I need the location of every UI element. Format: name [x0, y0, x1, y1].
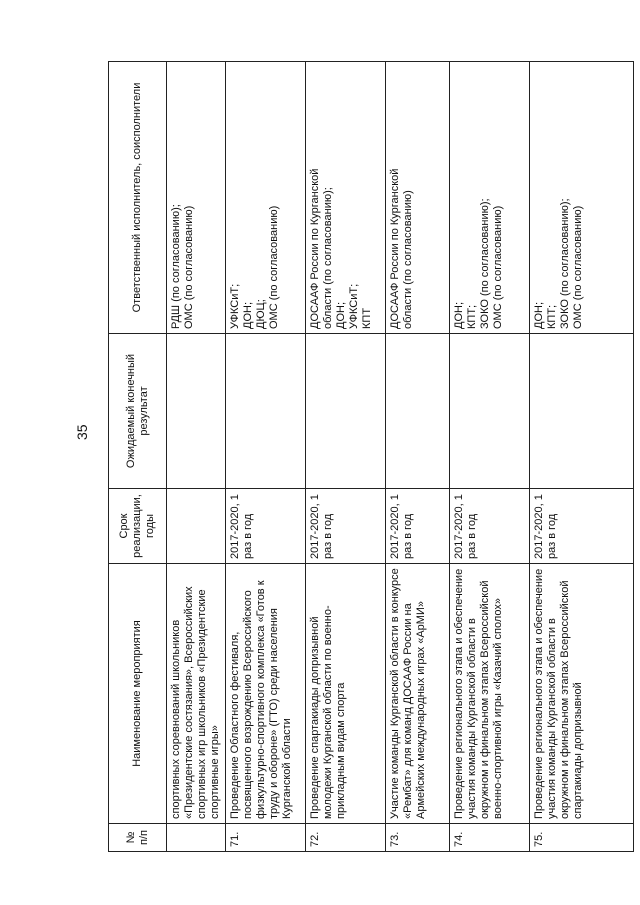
executor-line: области (по согласованию); [322, 187, 334, 329]
header-result: Ожидаемый конечный результат [109, 334, 167, 489]
executor-line: области (по согласованию) [402, 190, 414, 329]
executor-line: РДШ (по согласованию); [170, 204, 182, 329]
executor-line: ОМС (по согласованию) [572, 205, 584, 329]
row-name-text: Проведение регионального этапа и обеспечение участия команды Курганской области в окружном и финальном этапах Всероссийской спартакиады допризывной [533, 568, 584, 819]
row-term-text: 2017-2020, 1 раз в год [309, 494, 334, 559]
page-number: 35 [74, 424, 90, 440]
row-executors [386, 62, 450, 334]
row-num [167, 824, 226, 852]
row-num: 74. [450, 824, 530, 852]
executor-line: УФКСиТ; [229, 283, 241, 329]
row-executors [450, 62, 530, 334]
table-row [450, 62, 530, 852]
executor-line: ДОН; [335, 301, 347, 329]
row-name [530, 564, 634, 824]
executor-line: ДОН; [533, 301, 545, 329]
executor-line: ДОН; [453, 301, 465, 329]
header-num: № п/п [109, 824, 167, 852]
row-result [167, 334, 226, 489]
row-num: 72. [306, 824, 386, 852]
row-term [386, 489, 450, 564]
measures-table-rotated [108, 62, 630, 852]
row-name-text: Проведение Областного фестиваля, посвященного возрождению Всероссийского физкультурно-спортивного комплекса «Готов к труду и обороне» (ГТО) среди населения Курганской области [229, 580, 293, 819]
row-executors [226, 62, 306, 334]
table-row [306, 62, 386, 852]
row-term [450, 489, 530, 564]
executor-line: ЗОКО (по согласованию); [559, 198, 571, 329]
row-executors [306, 62, 386, 334]
row-name-text: Проведение спартакиады допризывной молодежи Курганской области по военно-прикладным видам спорта [309, 605, 347, 819]
header-executor: Ответственный исполнитель, соисполнители [109, 62, 167, 334]
row-term [530, 489, 634, 564]
table-header-row [109, 62, 167, 852]
row-term-text: 2017-2020, 1 раз в год [229, 494, 254, 559]
executor-line: КПТ; [466, 304, 478, 329]
row-num: 73. [386, 824, 450, 852]
row-name [450, 564, 530, 824]
row-executors [530, 62, 634, 334]
executor-line: ЗОКО (по согласованию); [479, 198, 491, 329]
row-term-text: 2017-2020, 1 раз в год [389, 494, 414, 559]
header-term: Срок реализации, годы [109, 489, 167, 564]
table-row [167, 62, 226, 852]
row-term-text: 2017-2020, 1 раз в год [533, 494, 558, 559]
header-name: Наименование мероприятия [109, 564, 167, 824]
table-row [386, 62, 450, 852]
row-result [226, 334, 306, 489]
row-num: 71. [226, 824, 306, 852]
table-row [226, 62, 306, 852]
executor-line: ДОСААФ России по Курганской [309, 168, 321, 329]
row-result [450, 334, 530, 489]
row-name [167, 564, 226, 824]
row-term [306, 489, 386, 564]
row-name [306, 564, 386, 824]
row-term-text: 2017-2020, 1 раз в год [453, 494, 478, 559]
executor-line: КПТ [361, 307, 373, 329]
row-term [226, 489, 306, 564]
executor-line: ОМС (по согласованию) [492, 205, 504, 329]
row-num: 75. [530, 824, 634, 852]
executor-line: КПТ; [546, 304, 558, 329]
row-executors [167, 62, 226, 334]
executor-line: ДОСААФ России по Курганской [389, 168, 401, 329]
executor-line: ДЮЦ; [255, 299, 267, 329]
executor-line: УФКСиТ; [348, 283, 360, 329]
row-name-text: спортивных соревнований школьников «Президентские состязания», Всероссийских спортивных игр школьников «Президентские спортивные игры» [170, 586, 221, 819]
row-result [530, 334, 634, 489]
measures-table [108, 61, 634, 852]
table-row [530, 62, 634, 852]
row-name-text: Проведение регионального этапа и обеспечение участия команды Курганской области в окружном и финальном этапах Всероссийской военно-спортивной игры «Казачий сполох» [453, 568, 504, 819]
row-name-text: Участие команды Курганской области в конкурсе «Рембат» для команд ДОСААФ России на Армейских международных играх «АрМИ» [389, 568, 427, 819]
row-result [306, 334, 386, 489]
row-term [167, 489, 226, 564]
row-result [386, 334, 450, 489]
executor-line: ОМС (по согласованию) [183, 205, 195, 329]
executor-line: ОМС (по согласованию) [268, 205, 280, 329]
row-name [226, 564, 306, 824]
row-name [386, 564, 450, 824]
executor-line: ДОН; [242, 301, 254, 329]
